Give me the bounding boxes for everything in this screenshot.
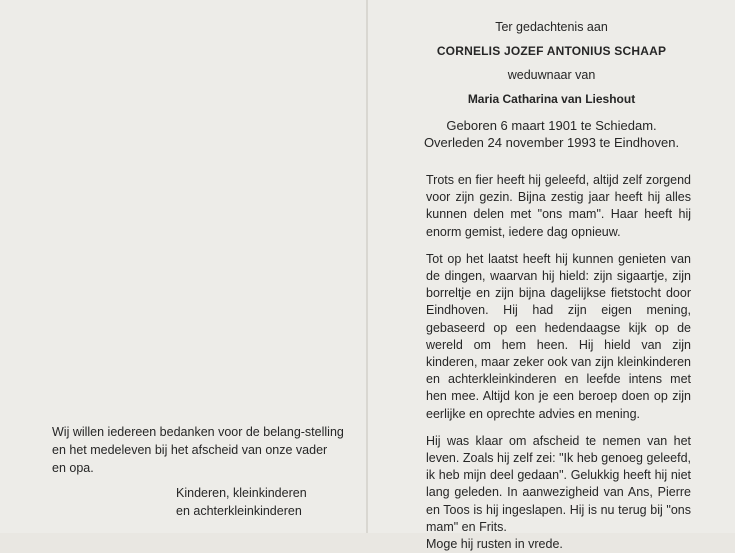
- death-line: Overleden 24 november 1993 te Eindhoven.: [423, 135, 680, 150]
- paragraph-1: Trots en fier heeft hij geleefd, altijd zelf zorgend voor zijn gezin. Bijna zestig jaar heeft hij alles kunnen delen met "ons mam". Haar heeft hij enorm gemist, iedere dag opnieuw.: [426, 173, 691, 239]
- left-page: [0, 0, 366, 533]
- spouse-name: Maria Catharina van Lieshout: [467, 92, 636, 106]
- paragraph-3: Hij was klaar om afscheid te nemen van het leven. Zoals hij zelf zei: "Ik heb genoeg geleefd, ik heb mijn deel gedaan". Gelukkig heeft hij niet lang geleden. In aanwezigheid van Ans, Pierre en Toos is hij ingeslapen. Hij is nu terug bij "ons mam" en Frits.: [426, 433, 691, 534]
- paragraph-2: Tot op het laatst heeft hij kunnen genieten van de dingen, waarvan hij hield: zijn sigaartje, zijn borreltje en zijn bijna dagelijkse fietstocht door Eindhoven. Hij had zijn eigen mening, gebaseerd op een hedendaagse kijk op de wereld om hem heen. Hij hield van zijn kinderen, maar zeker ook van zijn kleinkinderen en achterkleinkinderen en leefde intens met hen mee. Altijd kon je een beroep doen op zijn eerlijke en oprechte advies en mening.: [426, 251, 691, 421]
- deceased-name: CORNELIS JOZEF ANTONIUS SCHAAP: [436, 44, 667, 58]
- signature: [176, 484, 356, 520]
- birth-line: Geboren 6 maart 1901 te Schiedam.: [446, 118, 657, 133]
- memorial-text: [426, 172, 691, 553]
- widower-label: weduwnaar van: [507, 68, 596, 82]
- signature-line-2: en achterkleinkinderen: [176, 504, 302, 518]
- right-page: [368, 0, 735, 552]
- signature-line-1: Kinderen, kleinkinderen: [176, 486, 307, 500]
- in-memory-label: Ter gedachtenis aan: [495, 20, 608, 34]
- thanks-message: [52, 423, 344, 477]
- thanks-text: Wij willen iedereen bedanken voor de belang-stelling en het medeleven bij het afscheid van onze vader en opa.: [52, 425, 344, 475]
- closing-line: Moge hij rusten in vrede.: [426, 537, 563, 552]
- memorial-header: [368, 19, 735, 151]
